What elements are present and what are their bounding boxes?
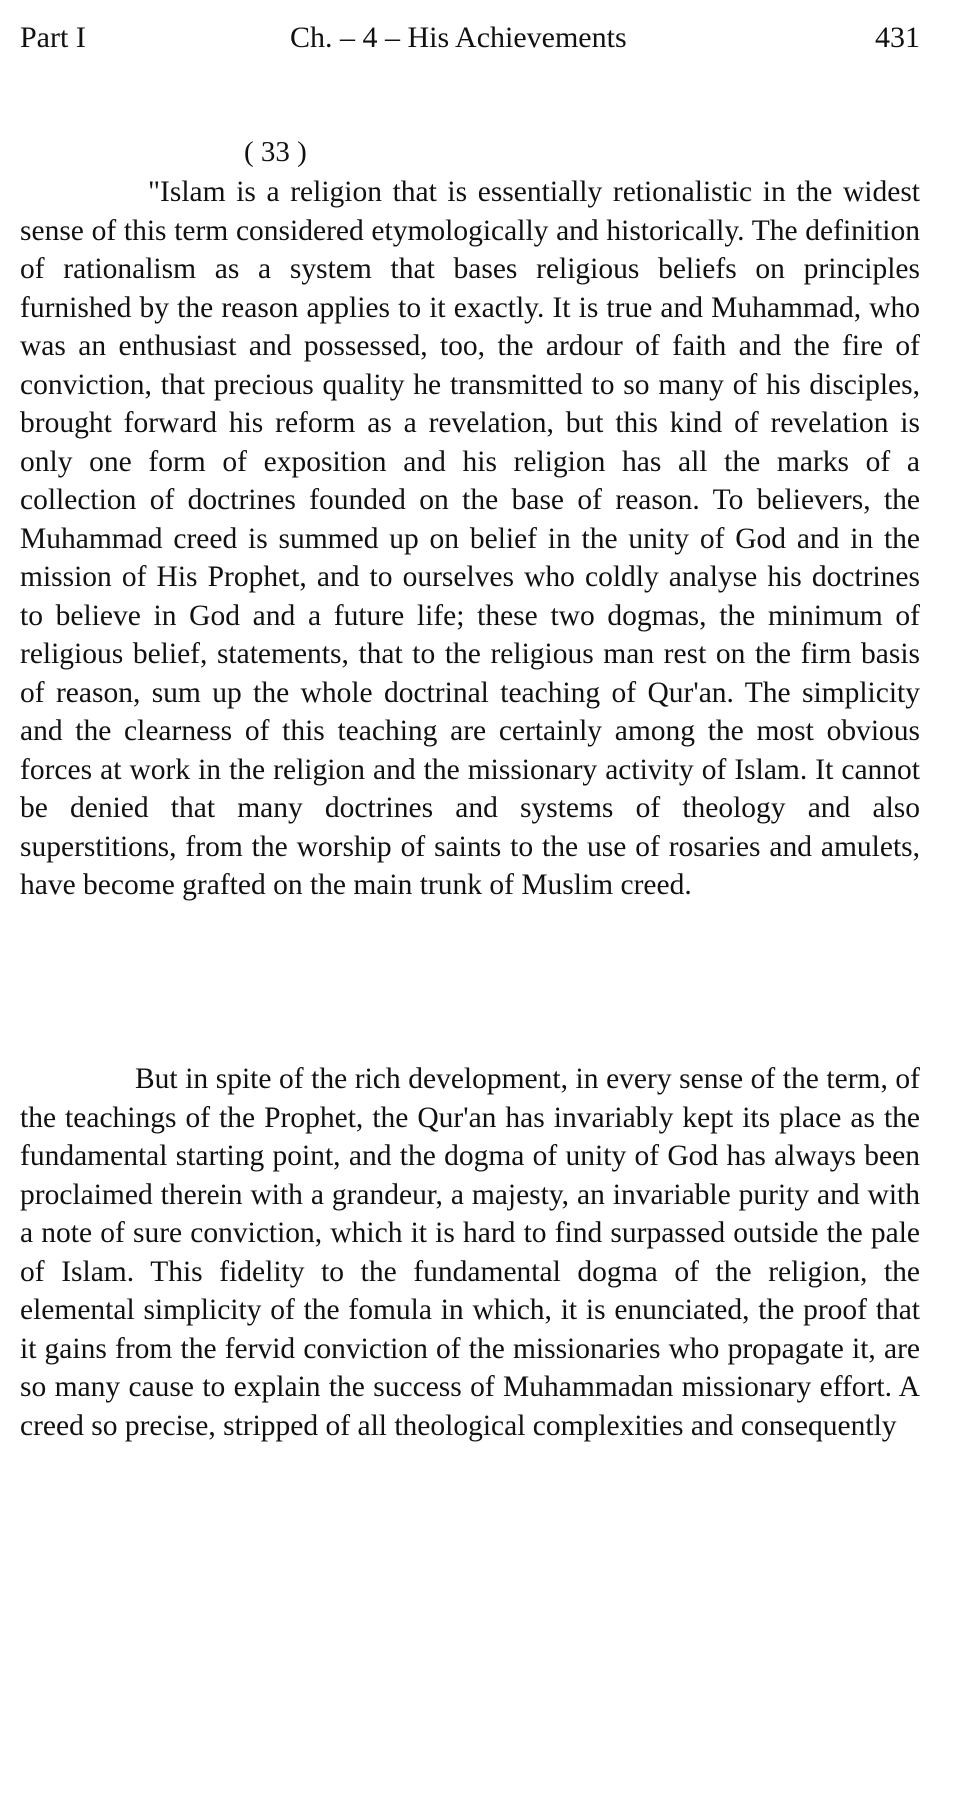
running-header bbox=[20, 18, 920, 58]
paragraph-2: But in spite of the rich development, in every sense of the term, of the teachings of the Prophet, the Qur'an has invariably kept its place as the fundamental starting point, and the dogma of unity of God has always been proclaimed therein with a grandeur, a majesty, an invariable purity and with a note of sure conviction, which it is hard to find surpassed outside the pale of Islam. This fidelity to the fundamental dogma of the religion, the elemental simplicity of the fomula in which, it is enunciated, the proof that it gains from the fervid conviction of the missionaries who propagate it, are so many cause to explain the success of Muhammadan missionary effort. A creed so precise, stripped of all theological complexities and consequently bbox=[20, 1063, 920, 1442]
chapter-title: Ch. – 4 – His Achievements bbox=[290, 21, 627, 54]
section-number: ( 33 ) bbox=[244, 136, 307, 168]
part-label: Part I bbox=[20, 21, 86, 54]
page-number: 431 bbox=[875, 21, 920, 54]
paragraph-1: "Islam is a religion that is essentially retionalistic in the widest sense of this term considered etymologically and historically. The definition of rationalism as a system that bases religious beliefs on principles furnished by the reason applies to it exactly. It is true and Muhammad, who was an enthusiast and possessed, too, the ardour of faith and the fire of conviction, that precious quality he transmitted to so many of his disciples, brought forward his reform as a revelation, but this kind of revelation is only one form of exposition and his religion has all the marks of a collection of doctrines founded on the base of reason. To believers, the Muhammad creed is summed up on belief in the unity of God and in the mission of His Prophet, and to ourselves who coldly analyse his doctrines to believe in God and a future life; these two dogmas, the minimum of religious belief, statements, that to the religious man rest on the firm basis of reason, sum up the whole doctrinal teaching of Qur'an. The simplicity and the clearness of this teaching are certainly among the most obvious forces at work in the religion and the missionary activity of Islam. It cannot be denied that many doctrines and systems of theology and also superstitions, from the worship of saints to the use of rosaries and amulets, have become grafted on the main trunk of Muslim creed. bbox=[20, 176, 920, 901]
